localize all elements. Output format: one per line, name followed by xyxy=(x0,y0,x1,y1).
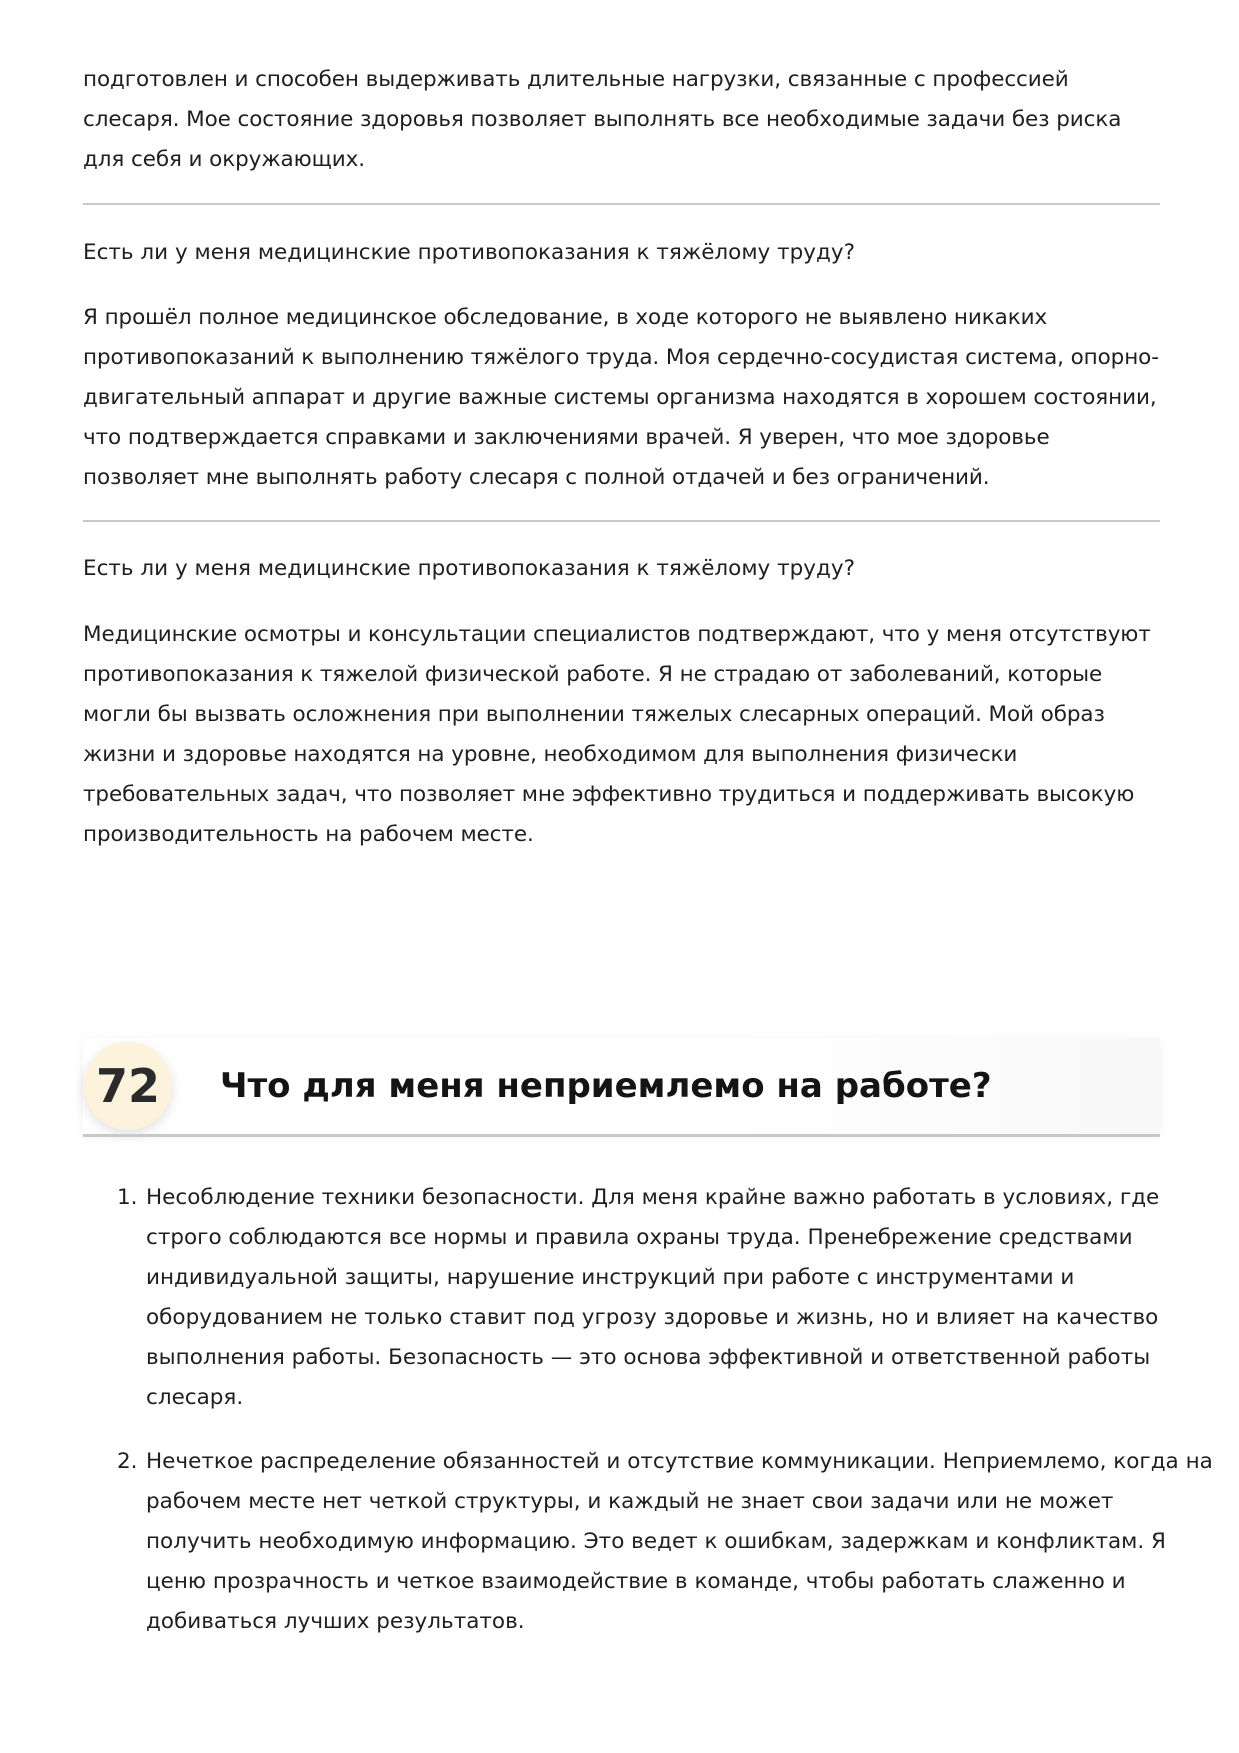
list-item xyxy=(117,1442,1223,1642)
list-item-text: Нечеткое распределение обязанностей и отсутствие коммуникации. Неприемлемо, когда на рабочем месте нет четкой структуры, и каждый не знает свои задачи или не может получить необходимую информацию. Это ведет к ошибкам, задержкам и конфликтам. Я ценю прозрачность и четкое взаимодействие в команде, чтобы работать слаженно и добиваться лучших результатов. xyxy=(146,1449,1213,1634)
divider xyxy=(83,520,1160,522)
answer-paragraph: Я прошёл полное медицинское обследование, в ходе которого не выявлено никаких противопоказаний к выполнению тяжёлого труда. Моя сердечно-сосудистая система, опорно-двигательный аппарат и другие важные системы организма находятся в хорошем состоянии, что подтверждается справками и заключениями врачей. Я уверен, что мое здоровье позволяет мне выполнять работу слесаря с полной отдачей и без ограничений. xyxy=(83,305,1159,490)
answer-paragraph: Медицинские осмотры и консультации специалистов подтверждают, что у меня отсутствуют противопоказания к тяжелой физической работе. Я не страдаю от заболеваний, которые могли бы вызвать осложнения при выполнении тяжелых слесарных операций. Мой образ жизни и здоровье находятся на уровне, необходимом для выполнения физически требовательных задач, что позволяет мне эффективно трудиться и поддерживать высокую производительность на рабочем месте. xyxy=(83,622,1151,847)
list-item-number: 2. xyxy=(117,1449,138,1474)
continued-answer-paragraph: подготовлен и способен выдерживать длительные нагрузки, связанные с профессией слесаря. Мое состояние здоровья позволяет выполнять все необходимые задачи без риска для себя и окружающих. xyxy=(83,67,1122,172)
question-text: Есть ли у меня медицинские противопоказания к тяжёлому труду? xyxy=(83,240,856,265)
list-item-text: Несоблюдение техники безопасности. Для меня крайне важно работать в условиях, где строго соблюдаются все нормы и правила охраны труда. Пренебрежение средствами индивидуальной защиты, нарушение инструкций при работе с инструментами и оборудованием не только ставит под угрозу здоровье и жизнь, но и влияет на качество выполнения работы. Безопасность — это основа эффективной и ответственной работы слесаря. xyxy=(146,1185,1160,1410)
divider xyxy=(83,203,1160,205)
answer-list xyxy=(83,1178,1223,1666)
list-item xyxy=(117,1178,1223,1418)
section-divider xyxy=(83,1134,1160,1137)
question-text: Есть ли у меня медицинские противопоказания к тяжёлому труду? xyxy=(83,556,856,581)
list-item-number: 1. xyxy=(117,1185,138,1210)
section-title: Что для меня неприемлемо на работе? xyxy=(220,1066,992,1106)
section-header xyxy=(83,1038,1160,1134)
question-number-badge: 72 xyxy=(84,1042,172,1130)
